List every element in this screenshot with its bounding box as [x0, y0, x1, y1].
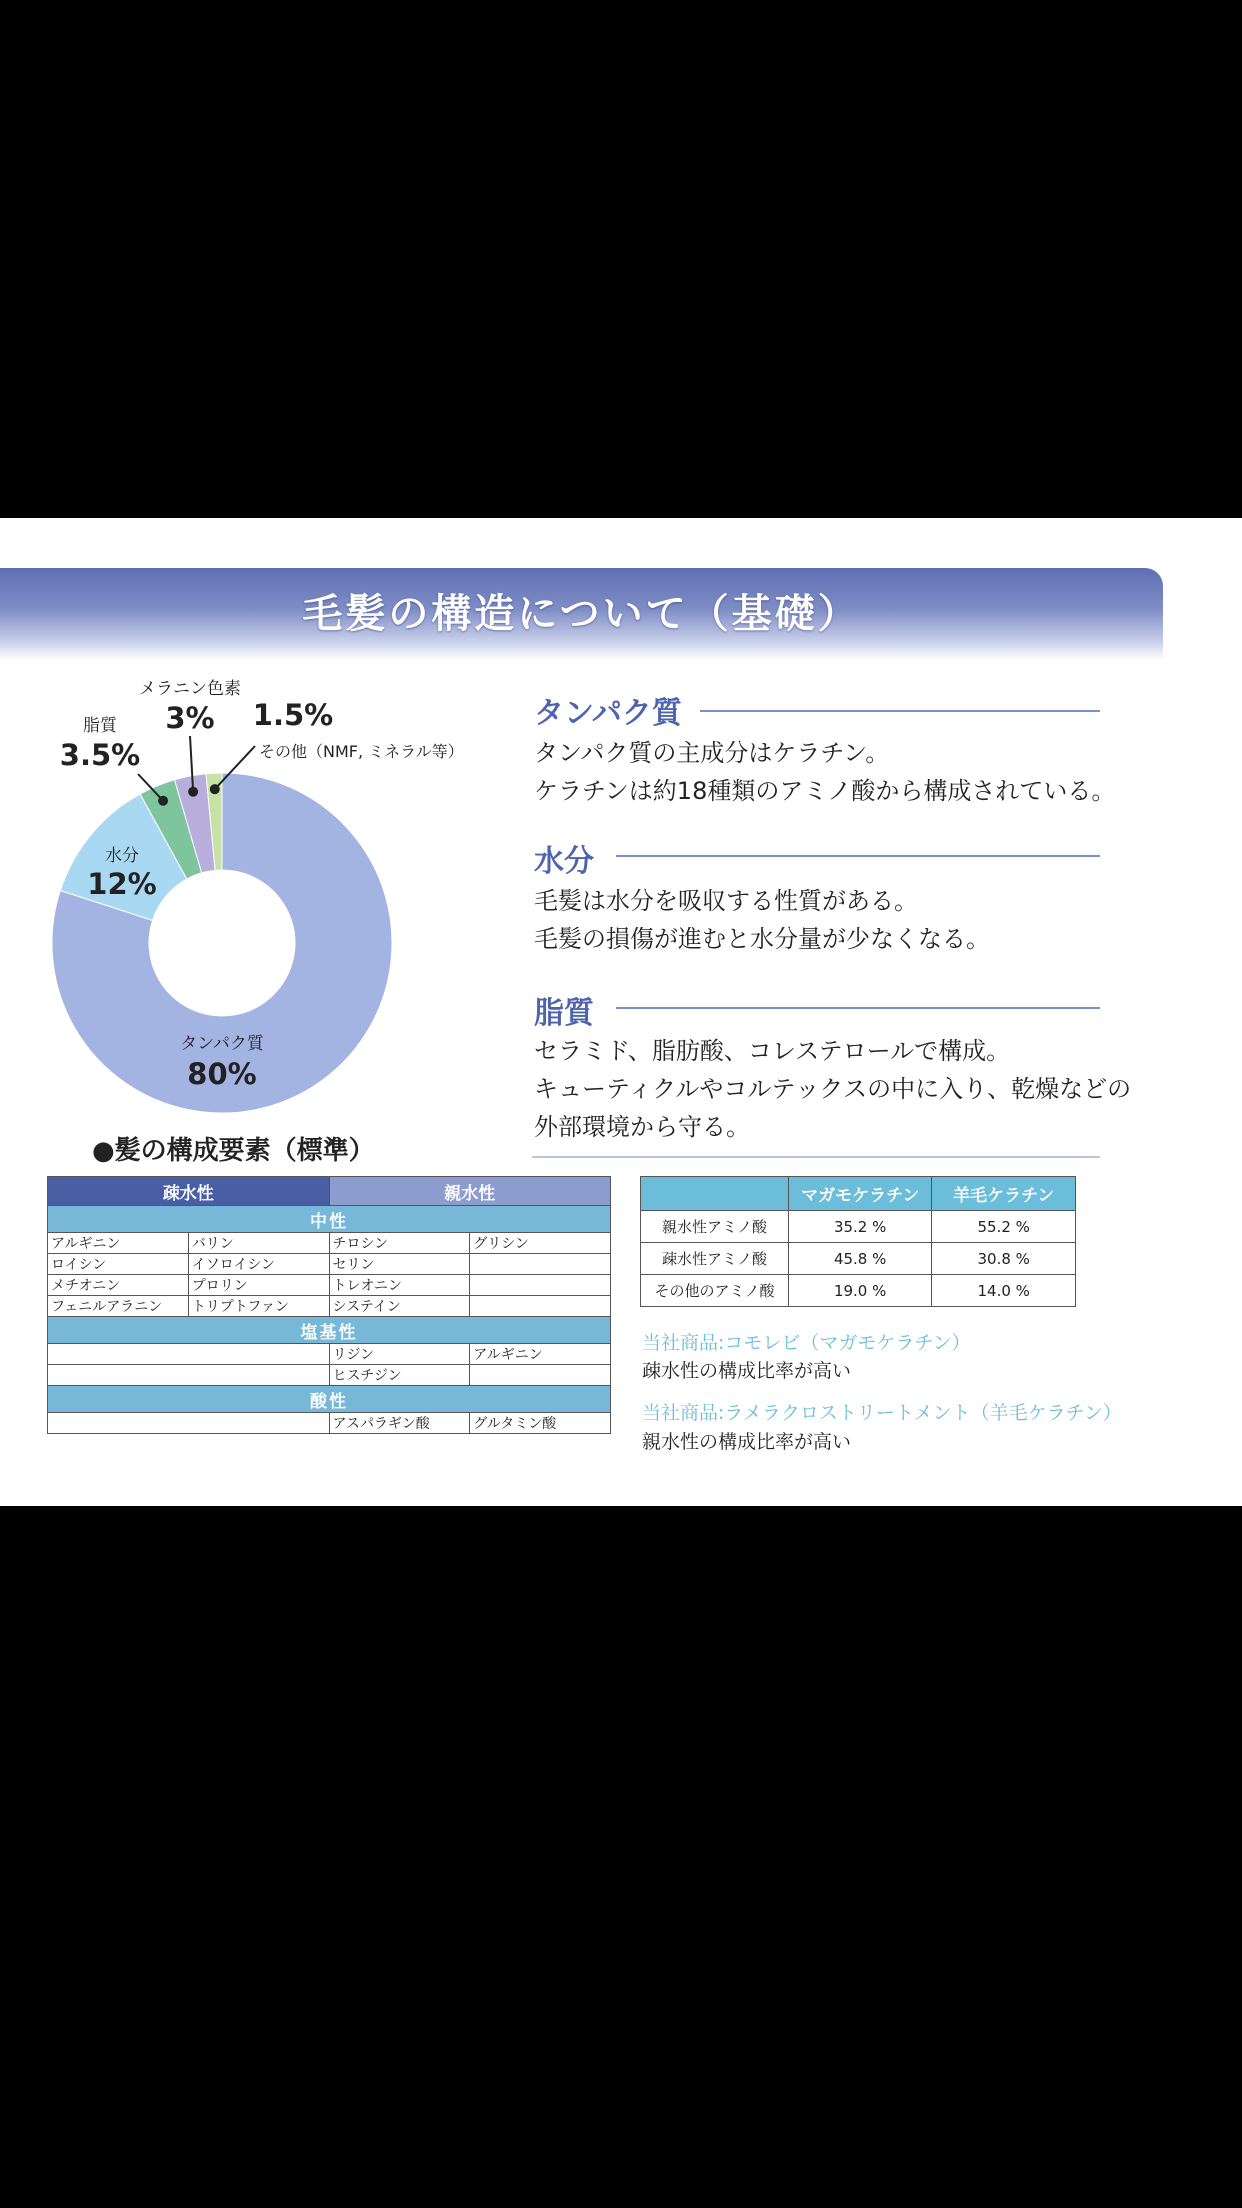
table-cell: 親水性アミノ酸 [641, 1211, 789, 1243]
product-label: 当社商品:コモレビ（マガモケラチン） [642, 1332, 971, 1354]
table-cell [48, 1413, 330, 1434]
table-cell: ヒスチジン [329, 1365, 470, 1386]
slice-label: 脂質 [83, 716, 117, 736]
table-cell: セリン [329, 1254, 470, 1275]
section-line: セラミド、脂肪酸、コレステロールで構成。 [534, 1037, 1011, 1065]
donut-chart [0, 518, 500, 1138]
table-header [641, 1177, 789, 1211]
table-cell: 55.2 % [932, 1211, 1076, 1243]
table-header: マガモケラチン [788, 1177, 932, 1211]
table-row [48, 1254, 611, 1275]
table-cell: リジン [329, 1344, 470, 1365]
slice-value: 1.5% [252, 698, 334, 732]
header-hydrophobic: 疎水性 [48, 1177, 330, 1206]
table-cell: トリプトファン [188, 1296, 329, 1317]
table-row [48, 1344, 611, 1365]
slice-value: 12% [87, 867, 157, 901]
section-rule [616, 1007, 1100, 1009]
slice-label: メラニン色素 [139, 679, 241, 699]
slice-value: 80% [187, 1057, 257, 1091]
table-cell: 45.8 % [788, 1243, 932, 1275]
slice-label: 水分 [105, 846, 139, 866]
table-row [48, 1275, 611, 1296]
table-row [641, 1243, 1076, 1275]
table-header: 羊毛ケラチン [932, 1177, 1076, 1211]
table-cell: グリシン [470, 1233, 611, 1254]
table-cell [470, 1275, 611, 1296]
table-row [641, 1211, 1076, 1243]
group-acidic: 酸性 [48, 1386, 611, 1413]
section-line: 外部環境から守る。 [534, 1113, 750, 1141]
table-cell: メチオニン [48, 1275, 189, 1296]
group-basic: 塩基性 [48, 1317, 611, 1344]
table-row [641, 1275, 1076, 1307]
table-cell: ロイシン [48, 1254, 189, 1275]
section-heading-water: 水分 [534, 844, 594, 879]
table-cell: アルギニン [470, 1344, 611, 1365]
table-cell: 35.2 % [788, 1211, 932, 1243]
section-rule [616, 855, 1100, 857]
slice-label: その他（NMF, ミネラル等） [259, 742, 464, 761]
product-label: 当社商品:ラメラクロストリートメント（羊毛ケラチン） [642, 1402, 1122, 1424]
table-cell: 14.0 % [932, 1275, 1076, 1307]
slide-title: 毛髪の構造について（基礎） [302, 591, 861, 637]
product-desc: 親水性の構成比率が高い [642, 1431, 852, 1453]
table-cell: その他のアミノ酸 [641, 1275, 789, 1307]
section-heading-lipid: 脂質 [534, 996, 594, 1031]
table-cell: アスパラギン酸 [329, 1413, 470, 1434]
table-cell: フェニルアラニン [48, 1296, 189, 1317]
table-cell: 19.0 % [788, 1275, 932, 1307]
leader-dot [210, 784, 220, 794]
table-cell: トレオニン [329, 1275, 470, 1296]
table-row [48, 1365, 611, 1386]
keratin-comparison-table [640, 1176, 1076, 1307]
table-cell: グルタミン酸 [470, 1413, 611, 1434]
chart-caption: ●髪の構成要素（標準） [92, 1136, 375, 1166]
section-line: ケラチンは約18種類のアミノ酸から構成されている。 [534, 777, 1116, 805]
table-row [48, 1296, 611, 1317]
section-divider [532, 1156, 1100, 1158]
table-cell [470, 1365, 611, 1386]
table-cell: 疎水性アミノ酸 [641, 1243, 789, 1275]
slide [0, 518, 1242, 1506]
table-cell: プロリン [188, 1275, 329, 1296]
amino-acid-table [47, 1176, 611, 1434]
leader-dot [188, 787, 198, 797]
section-rule [700, 710, 1100, 712]
section-line: キューティクルやコルテックスの中に入り、乾燥などの [534, 1075, 1132, 1103]
table-cell: アルギニン [48, 1233, 189, 1254]
table-cell: チロシン [329, 1233, 470, 1254]
table-row [48, 1413, 611, 1434]
slice-label: タンパク質 [180, 1034, 264, 1054]
slice-value: 3.5% [59, 738, 141, 772]
section-heading-protein: タンパク質 [534, 696, 682, 731]
header-hydrophilic: 親水性 [329, 1177, 611, 1206]
section-line: 毛髪は水分を吸収する性質がある。 [534, 887, 918, 915]
leader-dot [158, 796, 168, 806]
table-cell: バリン [188, 1233, 329, 1254]
table-cell [470, 1254, 611, 1275]
table-cell [470, 1296, 611, 1317]
group-neutral: 中性 [48, 1206, 611, 1233]
table-cell: システイン [329, 1296, 470, 1317]
table-cell: 30.8 % [932, 1243, 1076, 1275]
slice-value: 3% [165, 701, 215, 735]
table-cell: イソロイシン [188, 1254, 329, 1275]
table-cell [48, 1365, 330, 1386]
section-line: タンパク質の主成分はケラチン。 [534, 739, 890, 767]
section-line: 毛髪の損傷が進むと水分量が少なくなる。 [534, 925, 990, 953]
product-desc: 疎水性の構成比率が高い [642, 1360, 852, 1382]
table-row [48, 1233, 611, 1254]
table-cell [48, 1344, 330, 1365]
